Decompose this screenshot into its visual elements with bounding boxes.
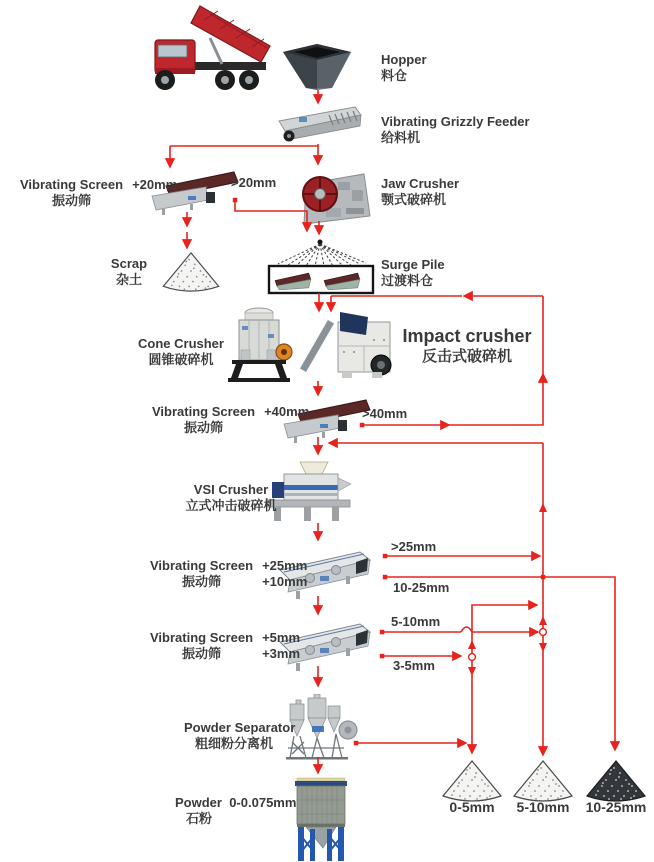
cone-crusher-label-zh: 圆锥破碎机 xyxy=(148,352,214,368)
hopper-label-en: Hopper xyxy=(381,52,427,67)
powder-silo-image xyxy=(292,774,350,862)
impact-crusher-label-en: Impact crusher xyxy=(402,326,532,346)
powder-separator-label xyxy=(184,720,296,753)
screen25-size1: +25mm xyxy=(262,558,308,573)
powder-silo-label xyxy=(175,795,296,828)
powder-separator-label-en: Powder Separator xyxy=(184,720,296,735)
cone-crusher-label-en: Cone Crusher xyxy=(138,336,224,351)
grizzly-feeder-label-en: Vibrating Grizzly Feeder xyxy=(381,114,530,129)
vsi-crusher-label-zh: 立式冲击破碎机 xyxy=(185,498,277,514)
screen5-size1: +5mm xyxy=(262,630,301,645)
cone-crusher-image xyxy=(224,306,294,382)
screen25-label-zh: 振动筛 xyxy=(182,574,222,590)
screen40-label-zh: 振动筛 xyxy=(184,420,224,436)
slash-divider xyxy=(298,316,336,376)
screen20-size: +20mm xyxy=(132,177,178,192)
surge-pile-image xyxy=(266,263,376,295)
screen40-size: +40mm xyxy=(264,404,310,419)
flow-label-5-10mm: 5-10mm xyxy=(391,614,441,629)
vsi-crusher-label-en: VSI Crusher xyxy=(193,482,269,497)
product-label-10-25mm: 10-25mm xyxy=(585,799,647,815)
powder-label-size: 0-0.075mm xyxy=(229,795,297,810)
flow-label-3-5mm: 3-5mm xyxy=(393,658,435,673)
flow-label-10-25mm: 10-25mm xyxy=(393,580,450,595)
screen5-size2: +3mm xyxy=(262,646,301,662)
flow-label-over40mm: >40mm xyxy=(362,406,408,421)
vibrating-screen-20mm-label xyxy=(20,177,177,210)
screen5-label-zh: 振动筛 xyxy=(182,646,222,662)
product-pile-10-25mm-image xyxy=(584,758,648,804)
vibrating-screen-25-10mm-label xyxy=(150,558,307,591)
vibrating-screen-40mm-label xyxy=(152,404,309,437)
scrap-label-zh: 杂土 xyxy=(115,272,142,288)
screen40-label-en: Vibrating Screen xyxy=(152,404,256,419)
product-label-0-5mm: 0-5mm xyxy=(449,799,495,815)
mid-arrows xyxy=(468,503,547,676)
surge-pile-label-en: Surge Pile xyxy=(381,257,445,272)
impact-crusher-label-zh: 反击式破碎机 xyxy=(421,347,512,365)
surge-pile-label-zh: 过渡料仓 xyxy=(381,273,434,289)
impact-crusher-image xyxy=(334,310,396,382)
powder-label-en: Powder xyxy=(175,795,222,810)
surge-pile-label xyxy=(381,257,445,290)
hopper-image xyxy=(282,44,352,92)
screen25-label-en: Vibrating Screen xyxy=(150,558,254,573)
flow-label-over20mm: >20mm xyxy=(231,175,277,190)
powder-separator-label-zh: 粗细粉分离机 xyxy=(194,736,273,752)
junction-5-10mm xyxy=(540,629,547,636)
jaw-crusher-label xyxy=(381,176,459,209)
grizzly-feeder-label-zh: 给料机 xyxy=(381,130,421,146)
powder-separator-image xyxy=(284,694,360,760)
cone-crusher-label xyxy=(138,336,224,369)
impact-crusher-label xyxy=(400,326,534,366)
scrap-label-en: Scrap xyxy=(110,256,148,271)
jaw-crusher-label-en: Jaw Crusher xyxy=(381,176,460,191)
junction-3-5mm xyxy=(469,654,476,661)
scrap-pile-image xyxy=(160,250,222,294)
hopper-label xyxy=(381,52,427,85)
jaw-crusher-image xyxy=(296,168,372,232)
product-label-5-10mm: 5-10mm xyxy=(516,799,570,815)
vsi-crusher-label xyxy=(180,482,282,515)
product-pile-5-10mm-image xyxy=(511,758,575,804)
screen25-size2: +10mm xyxy=(262,574,308,590)
powder-label-zh: 石粉 xyxy=(186,811,213,827)
vibrating-screen-5-3mm-label xyxy=(150,630,300,663)
screen5-label-en: Vibrating Screen xyxy=(150,630,254,645)
jaw-crusher-label-zh: 颚式破碎机 xyxy=(381,192,447,208)
flow-label-over25mm: >25mm xyxy=(391,539,437,554)
screen20-label-zh: 振动筛 xyxy=(52,193,92,209)
product-pile-0-5mm-image xyxy=(440,758,504,804)
hopper-label-zh: 料仓 xyxy=(381,68,408,84)
grizzly-feeder-image xyxy=(277,105,363,147)
dump-truck-image xyxy=(148,2,274,94)
grizzly-feeder-label xyxy=(381,114,530,147)
screen20-label-en: Vibrating Screen xyxy=(20,177,124,192)
scrap-label xyxy=(104,256,154,289)
